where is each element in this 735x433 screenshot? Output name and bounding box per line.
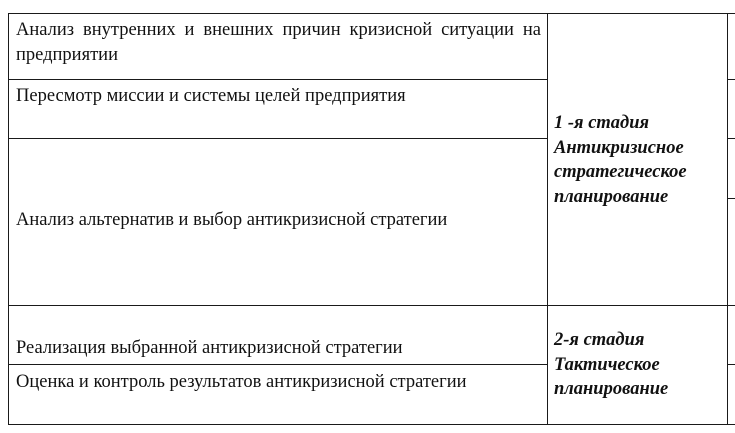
cropped-column-line [727, 198, 735, 199]
stage-label-strategic [554, 111, 726, 209]
stage-label-line: стратегическое [554, 162, 687, 182]
stage-label-line: 2-я стадия [554, 330, 645, 350]
step-cell-results-evaluation: Оценка и контроль результатов антикризисной стратегии [16, 372, 467, 392]
table-border-top [8, 13, 735, 14]
cropped-column-line [727, 138, 735, 139]
row-divider-2 [8, 138, 547, 139]
cropped-column-line [727, 79, 735, 80]
step-cell-crisis-causes-analysis: Анализ внутренних и внешних причин кризисной ситуации на предприятии [16, 20, 541, 65]
row-divider-4 [8, 364, 547, 365]
step-cell-strategy-implementation: Реализация выбранной антикризисной стратегии [16, 338, 403, 358]
row-divider-1 [8, 79, 547, 80]
stage-label-line: планирование [554, 379, 669, 399]
column-divider [547, 13, 548, 425]
stage-label-line: Тактическое [554, 354, 660, 375]
step-cell-strategy-selection: Анализ альтернатив и выбор антикризисной стратегии [16, 210, 448, 230]
stage-label-line: Антикризисное [554, 137, 684, 158]
stage-label-tactical [554, 328, 726, 402]
stage-label-line: планирование [554, 186, 669, 207]
step-cell-mission-review: Пересмотр миссии и системы целей предприятия [16, 86, 406, 106]
stage-divider [8, 305, 735, 306]
cropped-column-line [727, 364, 735, 365]
table-border-bottom [8, 424, 735, 425]
stage-label-line: 1 -я стадия [554, 113, 650, 133]
